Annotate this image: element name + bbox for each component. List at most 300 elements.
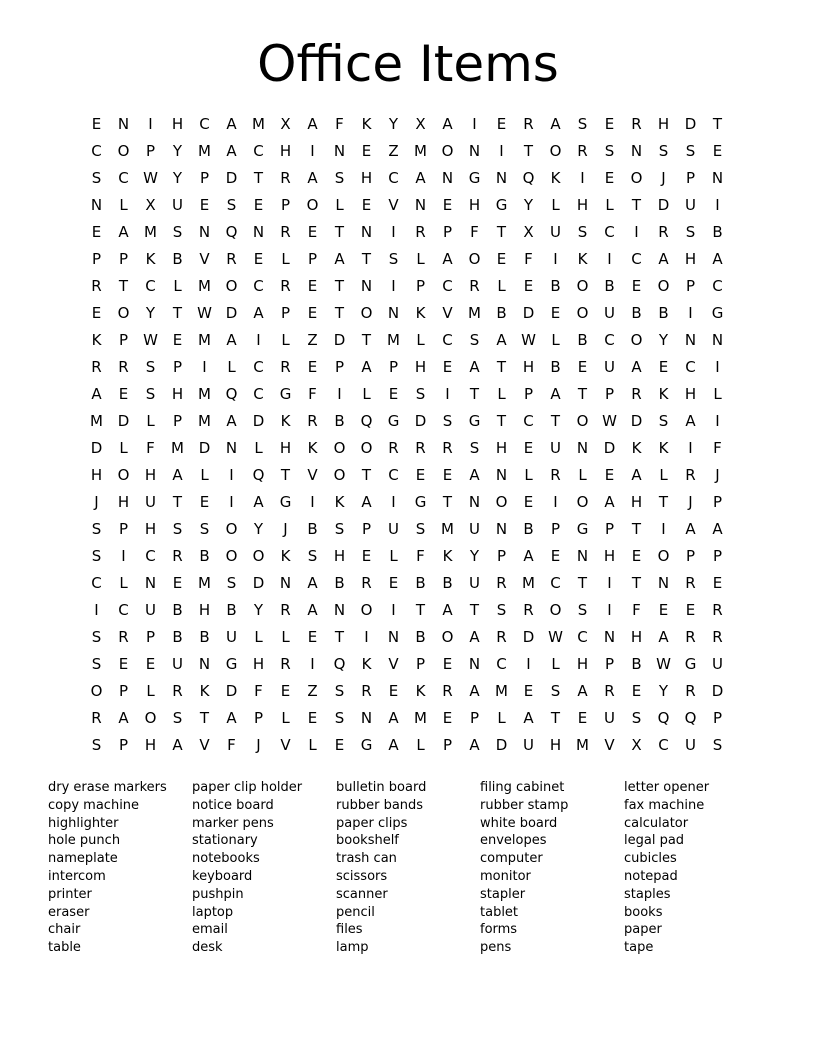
grid-letter: N xyxy=(495,169,508,187)
grid-letter: S xyxy=(685,142,696,160)
grid-letter: Y xyxy=(658,682,669,700)
grid-row xyxy=(83,462,733,489)
word-bank-item: rubber bands xyxy=(336,797,424,813)
grid-letter: L xyxy=(281,628,290,646)
grid-row xyxy=(83,246,733,273)
grid-letter: N xyxy=(576,439,589,457)
grid-letter: E xyxy=(91,304,102,322)
grid-letter: C xyxy=(253,385,264,403)
grid-letter: S xyxy=(226,574,237,592)
grid-letter: O xyxy=(360,601,373,619)
grid-letter: D xyxy=(495,736,508,754)
grid-letter: S xyxy=(442,412,453,430)
grid-letter: L xyxy=(416,736,425,754)
grid-letter: R xyxy=(712,628,723,646)
grid-letter: T xyxy=(334,628,345,646)
grid-letter: P xyxy=(118,520,129,538)
grid-letter: A xyxy=(469,466,480,484)
word-bank-item: pencil xyxy=(336,904,375,920)
grid-letter: P xyxy=(442,736,453,754)
grid-letter: O xyxy=(252,547,265,565)
grid-letter: G xyxy=(225,655,238,673)
grid-letter: E xyxy=(442,655,453,673)
grid-letter: H xyxy=(684,385,697,403)
grid-letter: M xyxy=(495,682,508,700)
grid-letter: H xyxy=(603,547,616,565)
grid-letter: V xyxy=(604,736,615,754)
grid-letter: B xyxy=(550,277,561,295)
word-bank-item: notebooks xyxy=(192,851,260,867)
grid-letter: T xyxy=(712,115,723,133)
word-bank-item: dry erase markers xyxy=(48,780,167,795)
grid-letter: Q xyxy=(522,169,535,187)
grid-letter: D xyxy=(225,304,238,322)
grid-letter: O xyxy=(333,439,346,457)
grid-letter: M xyxy=(198,142,211,160)
grid-letter: R xyxy=(604,682,615,700)
grid-letter: C xyxy=(253,277,264,295)
grid-letter: I xyxy=(580,169,585,187)
word-bank-item: white board xyxy=(480,815,558,831)
grid-letter: I xyxy=(715,196,720,214)
letter-grid xyxy=(83,111,733,759)
grid-letter: A xyxy=(523,709,534,727)
grid-letter: N xyxy=(252,223,265,241)
grid-letter: M xyxy=(198,277,211,295)
grid-letter: M xyxy=(414,142,427,160)
grid-letter: A xyxy=(91,385,102,403)
grid-letter: M xyxy=(387,331,400,349)
grid-letter: T xyxy=(442,493,453,511)
grid-letter: B xyxy=(577,331,588,349)
grid-letter: Y xyxy=(253,520,264,538)
grid-letter: L xyxy=(551,196,560,214)
grid-letter: N xyxy=(468,655,481,673)
grid-letter: Y xyxy=(388,115,399,133)
grid-letter: E xyxy=(172,574,183,592)
grid-letter: I xyxy=(499,142,504,160)
grid-letter: S xyxy=(145,385,156,403)
grid-letter: N xyxy=(684,331,697,349)
grid-letter: I xyxy=(553,493,558,511)
grid-letter: R xyxy=(631,115,642,133)
grid-letter: G xyxy=(360,736,373,754)
grid-letter: R xyxy=(226,250,237,268)
grid-letter: Q xyxy=(225,385,238,403)
grid-letter: E xyxy=(253,196,264,214)
word-bank-item: scissors xyxy=(336,868,388,884)
grid-row xyxy=(83,273,733,300)
grid-letter: Y xyxy=(253,601,264,619)
word-bank-item: laptop xyxy=(192,904,234,920)
word-bank-item: bulletin board xyxy=(336,780,427,795)
grid-letter: D xyxy=(711,682,724,700)
word-bank-item: stationary xyxy=(192,833,258,849)
grid-letter: B xyxy=(496,304,507,322)
grid-letter: N xyxy=(711,331,724,349)
grid-letter: H xyxy=(360,169,373,187)
grid-letter: U xyxy=(712,655,723,673)
word-bank-item: keyboard xyxy=(192,868,253,884)
word-bank-item: scanner xyxy=(336,886,388,902)
grid-row xyxy=(83,300,733,327)
grid-letter: C xyxy=(118,601,129,619)
grid-letter: F xyxy=(335,115,344,133)
grid-letter: S xyxy=(145,358,156,376)
grid-letter: C xyxy=(118,169,129,187)
grid-letter: R xyxy=(685,628,696,646)
grid-letter: W xyxy=(521,331,536,349)
grid-letter: P xyxy=(415,277,426,295)
grid-letter: R xyxy=(658,223,669,241)
word-bank-item: marker pens xyxy=(192,815,274,831)
grid-letter: X xyxy=(145,196,156,214)
grid-letter: P xyxy=(685,547,696,565)
grid-letter: E xyxy=(361,196,372,214)
grid-letter: S xyxy=(172,520,183,538)
word-bank-item: tablet xyxy=(480,904,519,920)
grid-letter: M xyxy=(171,439,184,457)
grid-letter: E xyxy=(604,466,615,484)
grid-letter: P xyxy=(415,655,426,673)
grid-letter: A xyxy=(226,331,237,349)
grid-letter: I xyxy=(661,520,666,538)
grid-letter: O xyxy=(90,682,103,700)
page-title: Office Items xyxy=(257,35,559,93)
grid-letter: A xyxy=(442,115,453,133)
grid-letter: U xyxy=(388,520,399,538)
grid-letter: Q xyxy=(684,709,697,727)
grid-letter: U xyxy=(604,709,615,727)
grid-letter: E xyxy=(631,682,642,700)
grid-row xyxy=(83,624,733,651)
grid-letter: O xyxy=(117,142,130,160)
grid-letter: E xyxy=(253,250,264,268)
grid-letter: S xyxy=(388,250,399,268)
grid-letter: S xyxy=(469,331,480,349)
grid-row xyxy=(83,516,733,543)
grid-letter: E xyxy=(388,385,399,403)
grid-letter: S xyxy=(91,628,102,646)
grid-letter: I xyxy=(715,358,720,376)
grid-letter: A xyxy=(712,250,723,268)
grid-letter: B xyxy=(199,547,210,565)
grid-letter: L xyxy=(497,277,506,295)
grid-letter: H xyxy=(252,655,265,673)
grid-letter: E xyxy=(523,439,534,457)
grid-letter: H xyxy=(576,655,589,673)
grid-letter: A xyxy=(226,142,237,160)
grid-letter: E xyxy=(361,142,372,160)
grid-letter: I xyxy=(607,574,612,592)
grid-letter: H xyxy=(630,628,643,646)
grid-row xyxy=(83,489,733,516)
grid-letter: B xyxy=(415,574,426,592)
grid-row xyxy=(83,354,733,381)
grid-letter: E xyxy=(442,358,453,376)
grid-letter: P xyxy=(469,709,480,727)
grid-letter: O xyxy=(630,169,643,187)
grid-letter: D xyxy=(90,439,103,457)
grid-letter: T xyxy=(334,277,345,295)
grid-letter: G xyxy=(279,385,292,403)
grid-letter: C xyxy=(145,547,156,565)
grid-letter: A xyxy=(388,709,399,727)
grid-letter: D xyxy=(657,196,670,214)
grid-letter: H xyxy=(171,115,184,133)
grid-letter: S xyxy=(577,601,588,619)
grid-letter: P xyxy=(604,520,615,538)
word-bank-item: table xyxy=(48,940,81,956)
grid-letter: T xyxy=(550,412,561,430)
grid-letter: S xyxy=(631,709,642,727)
word-bank-item: paper clip holder xyxy=(192,780,303,795)
grid-letter: A xyxy=(604,493,615,511)
grid-letter: E xyxy=(550,547,561,565)
grid-row xyxy=(83,705,733,732)
grid-letter: R xyxy=(712,601,723,619)
word-bank-item: printer xyxy=(48,886,92,902)
word-bank-column xyxy=(336,779,480,957)
grid-letter: E xyxy=(442,709,453,727)
grid-letter: C xyxy=(631,250,642,268)
grid-letter: S xyxy=(199,520,210,538)
grid-letter: T xyxy=(631,574,642,592)
word-bank-item: intercom xyxy=(48,868,106,884)
grid-letter: J xyxy=(94,493,99,511)
grid-letter: K xyxy=(334,493,345,511)
grid-letter: M xyxy=(468,304,481,322)
grid-letter: L xyxy=(524,466,533,484)
grid-letter: T xyxy=(118,277,129,295)
word-bank-column xyxy=(192,779,336,957)
grid-letter: E xyxy=(199,493,210,511)
grid-letter: B xyxy=(523,520,534,538)
grid-letter: C xyxy=(496,655,507,673)
word-bank-item: tape xyxy=(624,940,654,956)
grid-letter: R xyxy=(685,466,696,484)
grid-letter: C xyxy=(604,331,615,349)
grid-letter: E xyxy=(307,304,318,322)
grid-letter: M xyxy=(198,412,211,430)
word-bank-item: pushpin xyxy=(192,886,244,902)
grid-letter: I xyxy=(688,439,693,457)
grid-letter: A xyxy=(307,574,318,592)
grid-letter: E xyxy=(307,358,318,376)
grid-letter: H xyxy=(144,520,157,538)
grid-letter: B xyxy=(307,520,318,538)
grid-letter: P xyxy=(145,142,156,160)
grid-letter: R xyxy=(685,574,696,592)
grid-letter: R xyxy=(280,358,291,376)
grid-letter: A xyxy=(658,250,669,268)
grid-letter: E xyxy=(91,115,102,133)
grid-letter: P xyxy=(388,358,399,376)
grid-letter: D xyxy=(684,115,697,133)
grid-letter: I xyxy=(472,115,477,133)
grid-letter: A xyxy=(550,385,561,403)
grid-letter: T xyxy=(496,412,507,430)
grid-letter: G xyxy=(468,169,481,187)
grid-letter: H xyxy=(198,601,211,619)
grid-letter: W xyxy=(602,412,617,430)
grid-letter: B xyxy=(226,601,237,619)
grid-letter: A xyxy=(361,493,372,511)
grid-letter: L xyxy=(281,250,290,268)
grid-letter: S xyxy=(658,142,669,160)
grid-letter: A xyxy=(253,304,264,322)
grid-letter: O xyxy=(225,277,238,295)
grid-letter: D xyxy=(225,682,238,700)
grid-letter: O xyxy=(630,331,643,349)
grid-letter: M xyxy=(252,115,265,133)
grid-letter: E xyxy=(550,304,561,322)
grid-letter: D xyxy=(333,331,346,349)
grid-letter: L xyxy=(119,574,128,592)
grid-letter: O xyxy=(576,277,589,295)
grid-letter: R xyxy=(280,601,291,619)
word-bank-item: eraser xyxy=(48,904,90,920)
grid-letter: Q xyxy=(657,709,670,727)
grid-letter: C xyxy=(253,358,264,376)
grid-letter: P xyxy=(550,520,561,538)
word-bank-item: computer xyxy=(480,851,543,867)
grid-letter: F xyxy=(146,439,155,457)
grid-row xyxy=(83,192,733,219)
grid-letter: A xyxy=(469,628,480,646)
grid-letter: S xyxy=(307,547,318,565)
grid-letter: T xyxy=(658,493,669,511)
grid-letter: K xyxy=(280,547,291,565)
grid-letter: K xyxy=(91,331,102,349)
grid-letter: P xyxy=(118,682,129,700)
grid-letter: I xyxy=(634,223,639,241)
grid-letter: N xyxy=(90,196,103,214)
grid-letter: U xyxy=(550,439,561,457)
grid-letter: P xyxy=(685,169,696,187)
grid-letter: I xyxy=(310,142,315,160)
grid-letter: I xyxy=(229,493,234,511)
grid-letter: H xyxy=(117,493,130,511)
grid-letter: S xyxy=(91,736,102,754)
grid-letter: P xyxy=(199,169,210,187)
grid-letter: F xyxy=(254,682,263,700)
grid-letter: V xyxy=(442,304,453,322)
grid-letter: A xyxy=(469,358,480,376)
grid-letter: K xyxy=(658,385,669,403)
grid-letter: X xyxy=(280,115,291,133)
word-bank-item: filing cabinet xyxy=(480,780,565,795)
grid-letter: A xyxy=(307,115,318,133)
grid-letter: J xyxy=(283,520,288,538)
word-bank-item: desk xyxy=(192,940,223,956)
grid-letter: P xyxy=(307,250,318,268)
grid-letter: L xyxy=(497,385,506,403)
grid-letter: B xyxy=(631,304,642,322)
grid-letter: N xyxy=(657,574,670,592)
word-bank-item: legal pad xyxy=(624,833,685,849)
word-bank-item: books xyxy=(624,904,663,920)
word-bank-item: rubber stamp xyxy=(480,797,569,813)
grid-letter: H xyxy=(684,250,697,268)
grid-letter: O xyxy=(441,628,454,646)
grid-letter: F xyxy=(470,223,479,241)
grid-letter: T xyxy=(577,574,588,592)
grid-letter: F xyxy=(713,439,722,457)
grid-letter: R xyxy=(415,439,426,457)
grid-letter: A xyxy=(415,169,426,187)
grid-row xyxy=(83,570,733,597)
word-bank-item: trash can xyxy=(336,851,397,867)
grid-letter: A xyxy=(442,250,453,268)
grid-letter: Z xyxy=(307,331,318,349)
grid-letter: V xyxy=(199,736,210,754)
grid-letter: R xyxy=(280,655,291,673)
grid-letter: K xyxy=(415,682,426,700)
word-bank-item: cubicles xyxy=(624,851,677,867)
grid-letter: O xyxy=(576,493,589,511)
grid-letter: L xyxy=(227,358,236,376)
grid-letter: E xyxy=(604,115,615,133)
grid-letter: K xyxy=(631,439,642,457)
grid-letter: T xyxy=(172,304,183,322)
grid-letter: P xyxy=(361,520,372,538)
grid-letter: O xyxy=(360,304,373,322)
word-bank-item: pens xyxy=(480,940,512,956)
grid-letter: U xyxy=(604,304,615,322)
grid-letter: L xyxy=(173,277,182,295)
grid-letter: K xyxy=(307,439,318,457)
grid-letter: P xyxy=(172,412,183,430)
grid-letter: V xyxy=(388,655,399,673)
grid-letter: F xyxy=(632,601,641,619)
grid-letter: R xyxy=(685,682,696,700)
grid-letter: S xyxy=(91,169,102,187)
grid-letter: F xyxy=(227,736,236,754)
grid-letter: L xyxy=(416,250,425,268)
grid-letter: T xyxy=(361,466,372,484)
grid-letter: O xyxy=(657,547,670,565)
grid-row xyxy=(83,435,733,462)
grid-letter: G xyxy=(711,304,724,322)
grid-letter: K xyxy=(361,115,372,133)
grid-letter: N xyxy=(360,223,373,241)
grid-letter: E xyxy=(118,655,129,673)
grid-letter: A xyxy=(496,331,507,349)
grid-letter: R xyxy=(577,142,588,160)
grid-letter: H xyxy=(144,466,157,484)
grid-letter: W xyxy=(548,628,563,646)
grid-letter: S xyxy=(415,520,426,538)
grid-letter: U xyxy=(685,196,696,214)
grid-letter: P xyxy=(604,385,615,403)
grid-letter: E xyxy=(307,223,318,241)
grid-letter: P xyxy=(712,493,723,511)
word-bank-item: calculator xyxy=(624,815,689,831)
grid-letter: D xyxy=(252,574,265,592)
grid-letter: T xyxy=(496,358,507,376)
grid-letter: L xyxy=(389,547,398,565)
grid-letter: H xyxy=(549,736,562,754)
grid-letter: A xyxy=(118,223,129,241)
grid-letter: A xyxy=(469,682,480,700)
grid-letter: E xyxy=(712,142,723,160)
grid-letter: E xyxy=(658,358,669,376)
grid-row xyxy=(83,381,733,408)
grid-letter: W xyxy=(143,169,158,187)
word-bank-item: paper xyxy=(624,922,662,938)
grid-letter: R xyxy=(442,439,453,457)
